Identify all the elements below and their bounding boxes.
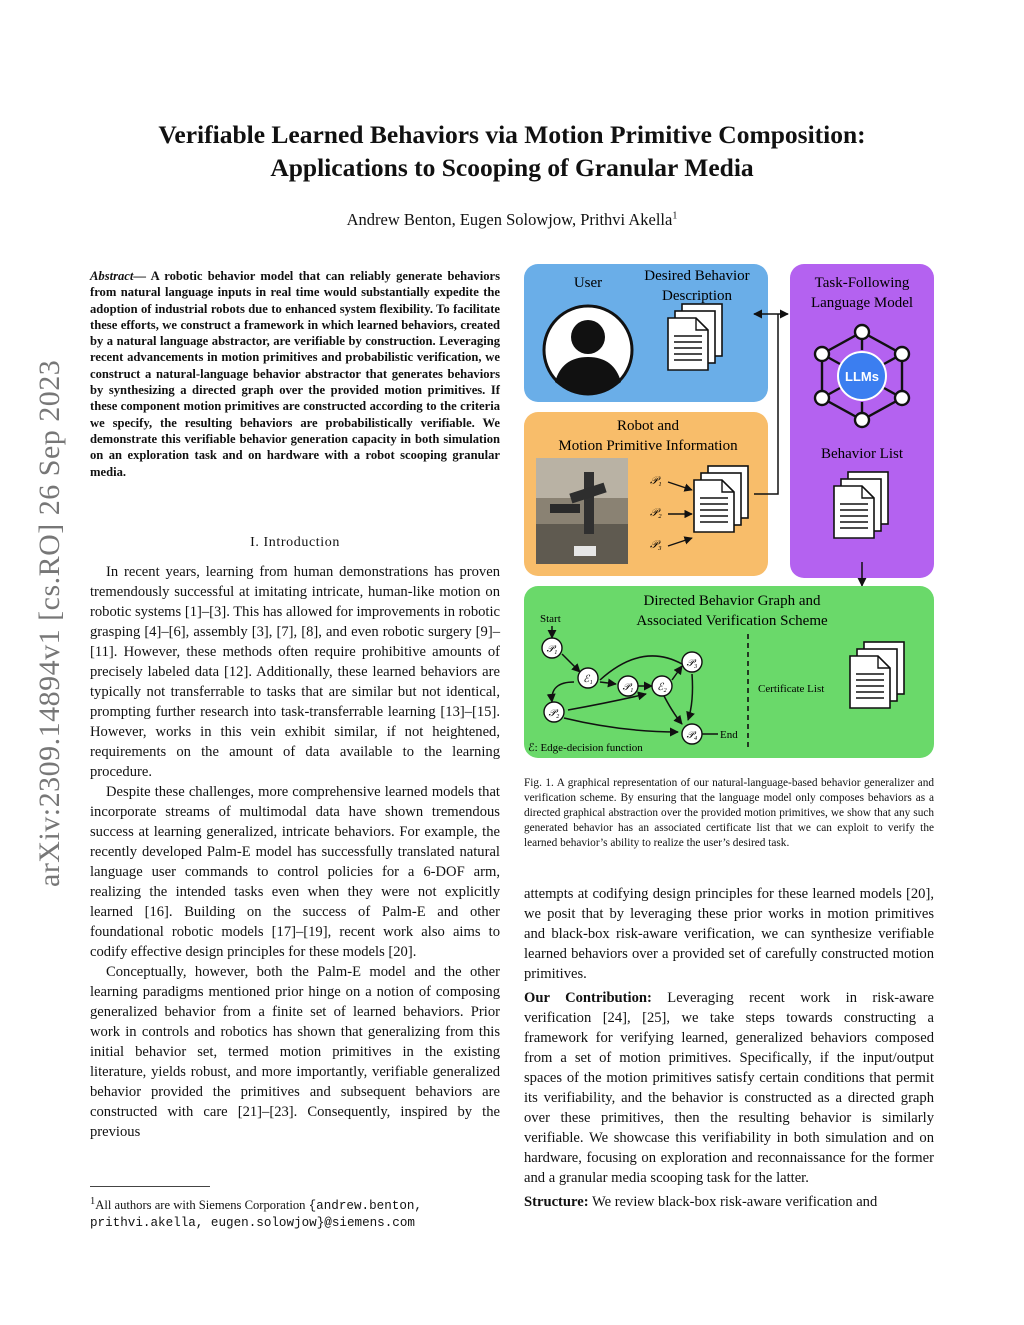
abstract [90, 268, 500, 480]
node-label-e2: ℰ₂ [657, 682, 667, 693]
node-label-p1: 𝒫₁ [546, 644, 558, 655]
behavior-list-label: Behavior List [820, 446, 904, 462]
structure-label: Structure: [524, 1194, 589, 1210]
desired-behavior-line-1: Desired Behavior [644, 268, 750, 284]
certificate-list-label: Certificate List [758, 683, 825, 695]
robot-info-line-1: Robot and [616, 418, 680, 434]
title-line-1: Verifiable Learned Behaviors via Motion Primitive Composition: [158, 120, 866, 149]
abstract-text: — A robotic behavior model that can reliably generate behaviors from natural language inputs in real time would substantially expedite the adoption of industrial robots due to enhanced system flexibility. To facilitate these efforts, we construct a framework in which learned behaviors, created by a natural language abstractor, are verifiable by construction. Leveraging recent advancements in motion primitives and probabilistic verification, we construct a natural-language behavior abstractor that generates behaviors by synthesizing a directed graph over the provided motion primitives. If these component motion primitives are constructed according to the criteria we specify, the resulting behaviors are probabilistically verifiable. We demonstrate this verifiable behavior generation capacity in both simulation on an exploration task and on hardware with a robot scooping granular media. [90, 269, 500, 479]
left-column-body [90, 562, 500, 1142]
intro-paragraph-3: Conceptually, however, both the Palm-E model and the other learning paradigms mentioned prior hinge on a notion of composing generalized behavior from a finite set of learned behaviors. Prior work in controls and robotics has shown that generalizing from this initial behavior set, termed motion primitives in the existing literature, yields robust, and more importantly, verifiable generalized behavior provided the primitives and subsequent behaviors are constructed with care [21]–[23]. Consequently, inspired by the previous [90, 964, 500, 1140]
right-paragraph-1: attempts at codifying design principles for these learned models [20], we posit that by leveraging these prior works in motion primitives and black-box risk-aware verification, we can synthesize verifiable learned behaviors over a provided set of carefully constructed motion primitives. [524, 886, 934, 982]
graph-title-line-2: Associated Verification Scheme [636, 613, 828, 629]
task-following-line-1: Task-Following [814, 275, 910, 291]
intro-paragraph-2: Despite these challenges, more comprehensive learned models that incorporate streams of multimodal data have shown tremendous success at learning generalized, intricate behaviors. For example, the recently developed Palm-E model has successfully translated natural language user commands to control policies for a 6-DOF arm, realizing the intended tasks even when they were not explicitly learned [16]. Building on the success of Palm-E and other foundational robotic models [17]–[19], recent work also aims to codify effective design principles for these models [20]. [90, 784, 500, 960]
robot-photo [536, 458, 628, 564]
arxiv-stamp: arXiv:2309.14894v1 [cs.RO] 26 Sep 2023 [33, 359, 66, 887]
primitive-labels [650, 475, 662, 551]
node-label-p3: 𝒫₃ [686, 658, 698, 669]
authors-text: Andrew Benton, Eugen Solowjow, Prithvi Akella [346, 210, 673, 229]
footnote-rule [90, 1186, 210, 1187]
node-label-e1: ℰ₁ [583, 674, 593, 685]
primitive-label-3: 𝒫₃ [650, 539, 662, 551]
contribution-text: Leveraging recent work in risk-aware verification [24], [25], we take steps towards constructing a framework for verifying learned, generalized behaviors composed from a set of motion primitives. Specifically, if the input/output spaces of the motion primitives satisfy certain conditions that permit its verifiability, and the behavior is constructed as a directed graph over these primitives, then the resulting behavior is similarly verifiable. We showcase this verifiability in both simulation and on hardware, focusing on exploration and reconnaissance for the former and a granular media scooping task for the latter. [524, 990, 934, 1186]
user-label: User [573, 275, 603, 291]
behavior-list-document-icon [834, 472, 888, 538]
primitive-label-2: 𝒫₂ [650, 507, 662, 519]
user-avatar-icon [544, 306, 632, 394]
llms-label: LLMs [845, 369, 879, 384]
author-affiliation-mark: 1 [672, 210, 678, 222]
footnote-emails: {andrew.benton, prithvi.akella, eugen.solowjow}@siemens.com [90, 1199, 422, 1231]
desired-behavior-line-2: Description [662, 288, 732, 304]
abstract-label: Abstract [90, 269, 134, 283]
section-heading: I. Introduction [250, 535, 340, 550]
node-label-p1b: 𝒫₁ [622, 682, 634, 693]
title-line-2: Applications to Scooping of Granular Media [270, 153, 754, 182]
structure-text: We review black-box risk-aware verification and [588, 1194, 878, 1210]
contribution-paragraph [524, 988, 934, 1188]
end-label: End [720, 729, 738, 741]
intro-paragraph-1: In recent years, learning from human demonstrations has proven tremendously successful at imitating intricate, human-like motion on robotic systems [1]–[3]. This has allowed for improvements in robotic grasping [4]–[6], assembly [3], [7], [8], and even robotic surgery [9]–[11]. However, these methods often require prohibitive amounts of precisely labeled data [12]. Additionally, these learned behaviors are typically not transferrable to tasks that are similar but not identical, prompting further research into task-transferrable learning [13]–[15]. However, works in this vein exhibit similar, if not heightened, requirements on the amount of data available to the learning procedure. [90, 564, 500, 780]
node-label-p4: 𝒫₄ [686, 730, 698, 741]
structure-paragraph [524, 1192, 934, 1212]
figure-1 [522, 262, 936, 760]
start-label: Start [540, 613, 561, 625]
figure-caption: Fig. 1. A graphical representation of our natural-language-based behavior generalizer and verification scheme. By ensuring that the language model only composes behaviors as a directed graphical abstraction over the provided motion primitives, we show that any such generated behavior has an associated certificate list that we can exploit to verify the learned behavior’s ability to realize the user’s desired task. [524, 777, 934, 849]
right-column-body [524, 884, 934, 1212]
contribution-label: Our Contribution: [524, 990, 652, 1006]
primitive-label-1: 𝒫₁ [650, 475, 662, 487]
motion-primitive-document-icon [694, 466, 748, 532]
footnote [90, 1194, 500, 1231]
footnote-mark: 1 [90, 1196, 96, 1207]
footnote-text: All authors are with Siemens Corporation [95, 1198, 306, 1213]
robot-info-line-2: Motion Primitive Information [558, 438, 738, 454]
desired-behavior-document-icon [668, 304, 722, 370]
graph-title-line-1: Directed Behavior Graph and [643, 593, 821, 609]
paper-title [100, 118, 924, 184]
certificate-document-icon [850, 642, 904, 708]
node-label-p2: 𝒫₂ [548, 708, 560, 719]
task-following-line-2: Language Model [810, 295, 914, 311]
edge-decision-legend: ℰ: Edge-decision function [528, 742, 643, 754]
author-list [100, 210, 924, 230]
